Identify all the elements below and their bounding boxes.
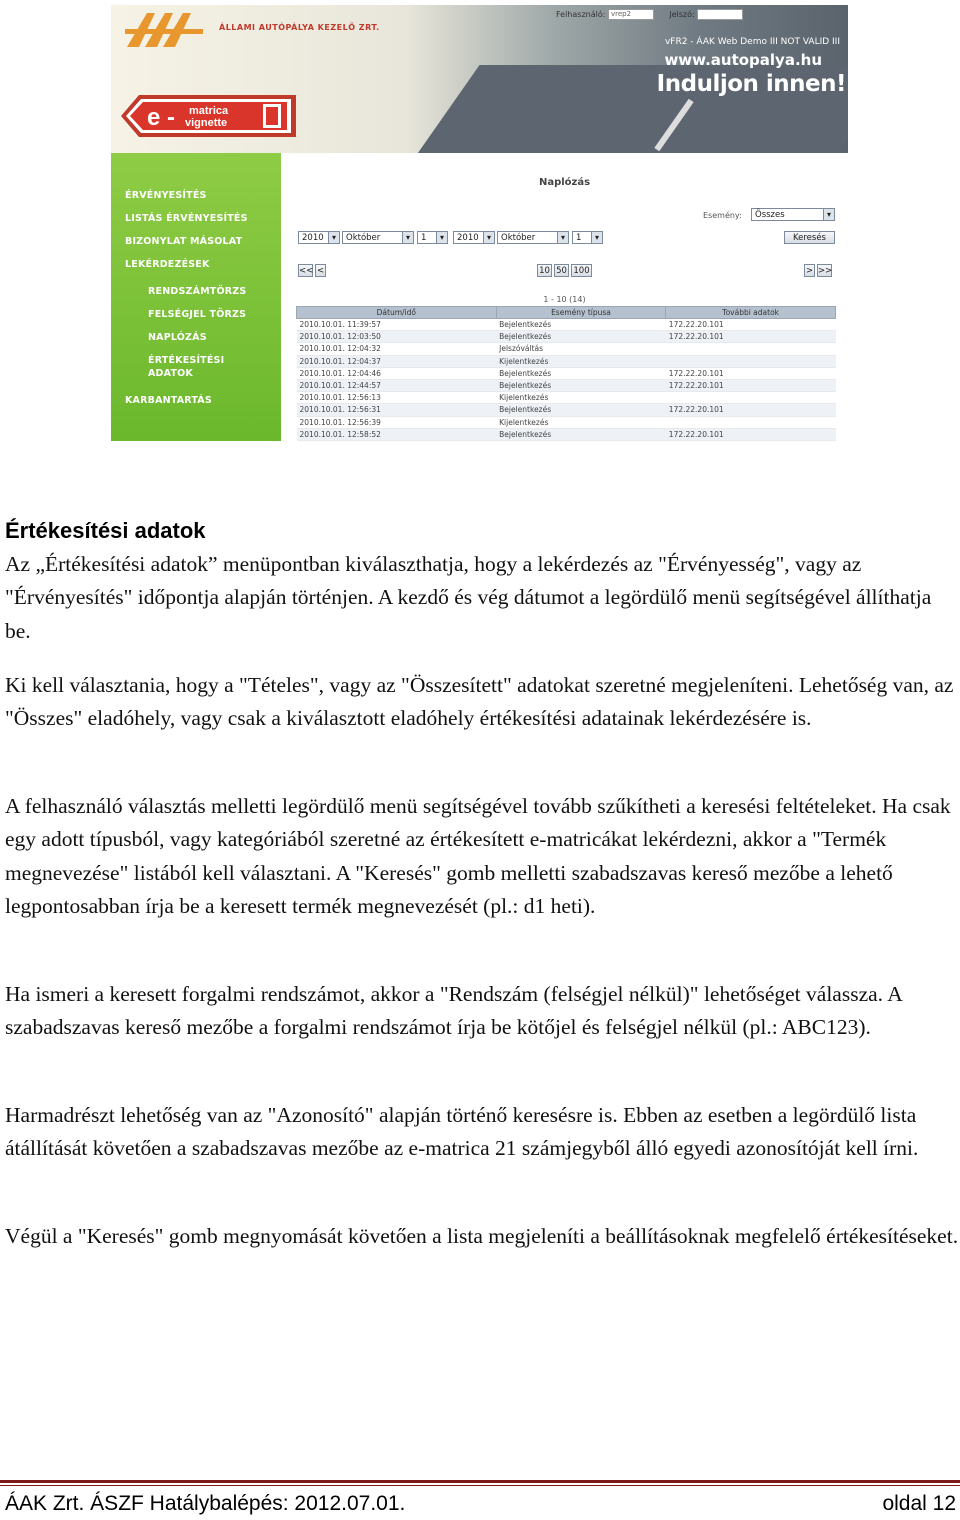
username-field[interactable]: vrep2 xyxy=(608,9,654,20)
cell-datetime: 2010.10.01. 12:04:37 xyxy=(297,355,497,367)
menu-ervenyesites[interactable]: ÉRVÉNYESÍTÉS xyxy=(125,190,207,201)
svg-text:e -: e - xyxy=(147,104,176,131)
footer-left-text: ÁAK Zrt. ÁSZF Hatálybalépés: 2012.07.01. xyxy=(5,1492,406,1515)
menu-bizonylat-masolat[interactable]: BIZONYLAT MÁSOLAT xyxy=(125,236,243,247)
site-url[interactable]: www.autopalya.hu xyxy=(664,51,822,69)
section-heading: Értékesítési adatok xyxy=(5,518,206,543)
menu-karbantartas[interactable]: KARBANTARTÁS xyxy=(125,395,212,406)
cell-datetime: 2010.10.01. 12:56:39 xyxy=(297,416,497,428)
table-row[interactable] xyxy=(297,379,836,391)
table-row[interactable] xyxy=(297,428,836,440)
cell-event: Bejelentkezés xyxy=(496,319,666,331)
cell-datetime: 2010.10.01. 11:39:57 xyxy=(297,319,497,331)
e-matrica-badge-icon xyxy=(121,93,296,139)
next-page-button[interactable]: > xyxy=(805,266,814,276)
cell-more: 172.22.20.101 xyxy=(666,404,836,416)
page-size-10-button[interactable]: 10 xyxy=(537,264,552,277)
footer-divider-thin xyxy=(0,1485,960,1486)
from-month-select[interactable]: Október ▾ xyxy=(342,231,414,244)
password-label: Jelszó: xyxy=(669,10,695,19)
menu-lekerdezesek[interactable]: LEKÉRDEZÉSEK xyxy=(125,259,210,270)
cell-datetime: 2010.10.01. 12:03:50 xyxy=(297,331,497,343)
table-row[interactable] xyxy=(297,343,836,355)
paragraph-1: Az „Értékesítési adatok” menüpontban kiválaszthatja, hogy a lekérdezés az "Érvényesség", vagy az "Érvényesítés" időpontja alapján történjen. A kezdő és vég dátumot a legördülő menü segítségével állíthatja be. xyxy=(5,552,932,643)
cell-more: 172.22.20.101 xyxy=(666,379,836,391)
event-select[interactable]: Összes ▾ xyxy=(751,208,835,221)
table-row[interactable] xyxy=(297,416,836,428)
main-panel xyxy=(281,153,848,441)
cell-more xyxy=(666,392,836,404)
embedded-screenshot xyxy=(111,5,848,441)
cell-event: Bejelentkezés xyxy=(496,404,666,416)
cell-datetime: 2010.10.01. 12:04:32 xyxy=(297,343,497,355)
col-header-more-data[interactable]: További adatok xyxy=(666,307,836,319)
range-note: 1 - 10 (14) xyxy=(543,295,586,304)
cell-more: 172.22.20.101 xyxy=(666,331,836,343)
page-size-100-button[interactable]: 100 xyxy=(571,264,592,277)
menu-naplozas[interactable]: NAPLÓZÁS xyxy=(148,332,207,343)
password-field[interactable] xyxy=(697,9,743,20)
from-year-select[interactable]: 2010 ▾ xyxy=(298,231,340,244)
table-row[interactable] xyxy=(297,367,836,379)
aak-logo-icon xyxy=(125,9,205,49)
footer-divider xyxy=(0,1480,960,1483)
cell-more: 172.22.20.101 xyxy=(666,428,836,440)
slogan: Induljon innen! xyxy=(656,71,846,97)
search-button[interactable]: Keresés xyxy=(784,231,835,244)
log-table xyxy=(296,306,836,441)
to-year-select[interactable]: 2010 ▾ xyxy=(453,231,495,244)
username-label: Felhasználó: xyxy=(556,10,606,19)
cell-event: Kijelentkezés xyxy=(496,355,666,367)
cell-more xyxy=(666,416,836,428)
last-page-button[interactable]: >> xyxy=(818,266,833,276)
version-text: vFR2 - ÁAK Web Demo III NOT VALID III xyxy=(664,37,840,47)
table-row[interactable] xyxy=(297,404,836,416)
cell-event: Kijelentkezés xyxy=(496,416,666,428)
badge-line2: vignette xyxy=(185,117,228,129)
cell-event: Bejelentkezés xyxy=(496,379,666,391)
page-title: Naplózás xyxy=(538,177,591,188)
menu-rendszamtorzs[interactable]: RENDSZÁMTÖRZS xyxy=(148,286,247,297)
cell-event: Jelszóváltás xyxy=(496,343,666,355)
col-header-event-type[interactable]: Esemény típusa xyxy=(496,307,666,319)
paragraph-6: Végül a "Keresés" gomb megnyomását követően a lista megjeleníti a beállításoknak megfelelő értékesítéseket. xyxy=(5,1224,959,1248)
table-row[interactable] xyxy=(297,331,836,343)
to-day-select[interactable]: 1 ▾ xyxy=(572,231,603,244)
login-bar xyxy=(556,9,743,20)
prev-page-button[interactable]: < xyxy=(316,266,325,276)
cell-event: Kijelentkezés xyxy=(496,392,666,404)
paragraph-3: A felhasználó választás melletti legördülő menü segítségével tovább szűkítheti a keresési feltételeket. Ha csak egy adott típusból, vagy kategóriából szeretné az értékesített e-matricákat lekérdezni, akkor a "Termék megnevezése" listából kell választani. A "Keresés" gomb melletti szabadszavas kereső mezőbe a lehető legpontosabban írja be a keresett termék megnevezését (pl.: d1 heti). xyxy=(5,794,951,919)
cell-more: 172.22.20.101 xyxy=(666,367,836,379)
paragraph-5: Harmadrészt lehetőség van az "Azonosító" alapján történő keresésre is. Ebben az esetben a legördülő lista átállítását követően a szabadszavas mezőbe az e-matrica 21 számjegyből álló egyedi azonosítóját kell írni. xyxy=(5,1103,919,1161)
badge-line1: matrica xyxy=(189,105,229,117)
cell-more xyxy=(666,355,836,367)
table-row[interactable] xyxy=(297,355,836,367)
cell-datetime: 2010.10.01. 12:56:13 xyxy=(297,392,497,404)
first-page-button[interactable]: << xyxy=(299,266,314,276)
from-day-select[interactable]: 1 ▾ xyxy=(417,231,448,244)
cell-event: Bejelentkezés xyxy=(496,367,666,379)
menu-felsegjel-torzs[interactable]: FELSÉGJEL TÖRZS xyxy=(148,309,247,320)
cell-datetime: 2010.10.01. 12:58:52 xyxy=(297,428,497,440)
event-label: Esemény: xyxy=(703,211,742,220)
paragraph-4: Ha ismeri a keresett forgalmi rendszámot, akkor a "Rendszám (felségjel nélkül)" lehetőséget válassza. A szabadszavas kereső mezőbe a forgalmi rendszámot írja be kötőjel és felségjel nélkül (pl.: ABC123). xyxy=(5,982,902,1040)
menu-ertekesitesi[interactable]: ÉRTÉKESÍTÉSI xyxy=(148,355,225,366)
menu-listas-ervenyesites[interactable]: LISTÁS ÉRVÉNYESÍTÉS xyxy=(125,213,248,224)
col-header-datetime[interactable]: Dátum/idő xyxy=(297,307,497,319)
sidebar-menu xyxy=(111,153,281,441)
table-row[interactable] xyxy=(297,319,836,331)
site-header xyxy=(111,5,848,153)
page-number: oldal 12 xyxy=(882,1492,956,1515)
cell-event: Bejelentkezés xyxy=(496,428,666,440)
company-name: ÁLLAMI AUTÓPÁLYA KEZELŐ ZRT. xyxy=(219,23,380,32)
cell-datetime: 2010.10.01. 12:56:31 xyxy=(297,404,497,416)
to-month-select[interactable]: Október ▾ xyxy=(497,231,569,244)
cell-event: Bejelentkezés xyxy=(496,331,666,343)
table-row[interactable] xyxy=(297,392,836,404)
cell-datetime: 2010.10.01. 12:44:57 xyxy=(297,379,497,391)
cell-more: 172.22.20.101 xyxy=(666,319,836,331)
page-size-50-button[interactable]: 50 xyxy=(554,264,569,277)
menu-adatok[interactable]: ADATOK xyxy=(148,368,193,379)
cell-datetime: 2010.10.01. 12:04:46 xyxy=(297,367,497,379)
cell-more xyxy=(666,343,836,355)
paragraph-2: Ki kell választania, hogy a "Tételes", vagy az "Összesített" adatokat szeretné megjeleníteni. Lehetőség van, az "Összes" eladóhely, vagy csak a kiválasztott eladóhely értékesítési adatainak lekérdezésére is. xyxy=(5,673,954,731)
